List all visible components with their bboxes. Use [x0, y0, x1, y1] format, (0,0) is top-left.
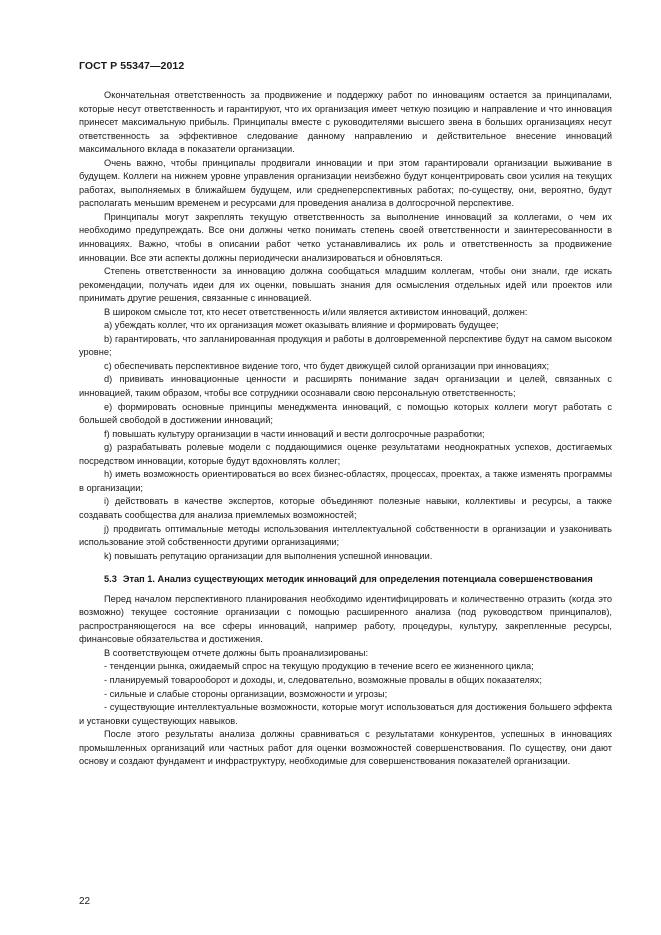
list-item: j) продвигать оптимальные методы использования интеллектуальной собственности в организации и узаконивать использование этой собственности другими организациями;: [79, 523, 612, 548]
list-item: e) формировать основные принципы менеджмента инноваций, с помощью которых коллеги могут работать с большей свободой в достижении инноваций;: [79, 401, 612, 426]
paragraph: Степень ответственности за инновацию должна сообщаться младшим коллегам, чтобы они знали, где искать рекомендации, получать идеи для их оценки, повышать знания для осмысления отдельных идей или проектов или принимать другие решения, связанные с инновацией.: [79, 266, 612, 304]
dash-list-item: - существующие интеллектуальные возможности, которые могут использоваться для достижения большего эффекта и установки существующих навыков.: [79, 702, 612, 726]
paragraph: Окончательная ответственность за продвижение и поддержку работ по инновациям остается за принципалами, которые несут ответственность и гарантируют, что их организация имеет четкую позицию и направление и что инновация принесет максимальную прибыль. Принципалы вместе с руководителями высшего звена в больших организациях несут ответственность за эффективное следование данному направлению и действительное внесение инноваций максимального вклада в показатели организации.: [79, 90, 612, 155]
paragraph: Принципалы могут закреплять текущую ответственность за выполнение инноваций за коллегами, о чем их необходимо предупреждать. Все они должны четко понимать степень своей ответственности и заинтересованности в инновациях. Важно, чтобы в описании работ четко устанавливались их роль и ответственность за продвижение инновации. Все эти аспекты должны периодически анализироваться и обновляться.: [79, 211, 612, 263]
list-item: f) повышать культуру организации в части инноваций и вести долгосрочные разработки;: [104, 428, 485, 439]
paragraph: В соответствующем отчете должны быть проанализированы:: [104, 647, 369, 658]
page-number: 22: [79, 896, 91, 907]
list-item: k) повышать репутацию организации для выполнения успешной инновации.: [104, 550, 433, 561]
list-item: h) иметь возможность ориентироваться во всех бизнес-областях, процессах, проектах, а также изменять программы в организации;: [79, 469, 612, 493]
list-item: i) действовать в качестве экспертов, которые объединяют полезные навыки, коллективы и ресурсы, а также создавать сообщества для анализа приемлемых возможностей;: [79, 496, 612, 520]
list-item: a) убеждать коллег, что их организация может оказывать влияние и формировать будущее;: [104, 320, 499, 331]
section-number: 5.3: [104, 574, 117, 585]
dash-list-item: - планируемый товарооборот и доходы, и, следовательно, возможные провалы в общих показателях;: [104, 674, 543, 685]
document-header: ГОСТ Р 55347—2012: [79, 60, 185, 72]
dash-list-item: - тенденции рынка, ожидаемый спрос на текущую продукцию в течение всего ее жизненного цикла;: [104, 661, 534, 672]
paragraph: Очень важно, чтобы принципалы продвигали инновации и при этом гарантировали организации выживание в будущем. Коллеги на нижнем уровне управления организации неизбежно будут концентрировать свои усилия на текущих работах, выполняемых в ближайшем будущем, или среднеперспективных работах; по-существу, они, вероятно, будут располагать меньшим временем и ресурсами для проведения анализа в долгосрочной перспективе.: [79, 157, 612, 209]
paragraph: После этого результаты анализа должны сравниваться с результатами конкурентов, успешных в инновациях промышленных организаций или частных работ для оценки возможностей совершенствования. По существу, они дают основу и создают фундамент и инфраструктуру, необходимые для совершенствования показателей организации.: [79, 729, 612, 767]
list-item: g) разрабатывать ролевые модели с поддающимися оценке результатами неоднократных успехов, достигаемых посредством инновации, которые будут вдохновлять коллег;: [79, 442, 612, 466]
paragraph: В широком смысле тот, кто несет ответственность и/или является активистом инноваций, должен:: [104, 306, 528, 317]
list-item: b) гарантировать, что запланированная продукция и работы в долговременной перспективе будут на самом высоком уровне;: [79, 333, 612, 358]
dash-list-item: - сильные и слабые стороны организации, возможности и угрозы;: [104, 688, 388, 699]
document-body: [79, 89, 612, 769]
list-item: d) прививать инновационные ценности и расширять понимание задач организации и целей, связанных с инновацией, таким образом, чтобы все сотрудники осознавали свою персональную ответственность;: [79, 374, 612, 399]
list-item: c) обеспечивать перспективное видение того, что будет движущей силой организации при инновациях;: [104, 360, 550, 371]
section-heading: [79, 573, 612, 587]
paragraph: Перед началом перспективного планирования необходимо идентифицировать и количественно отразить (когда это возможно) текущее состояние организации с помощью расширенного анализа (под руководством принципалов), распространяющегося на все сферы инноваций, например работу, процедуры, культуру, закрепленные ресурсы, финансовые обязательства и достижения.: [79, 593, 612, 645]
section-title: Этап 1. Анализ существующих методик инноваций для определения потенциала совершенствования: [122, 574, 593, 585]
